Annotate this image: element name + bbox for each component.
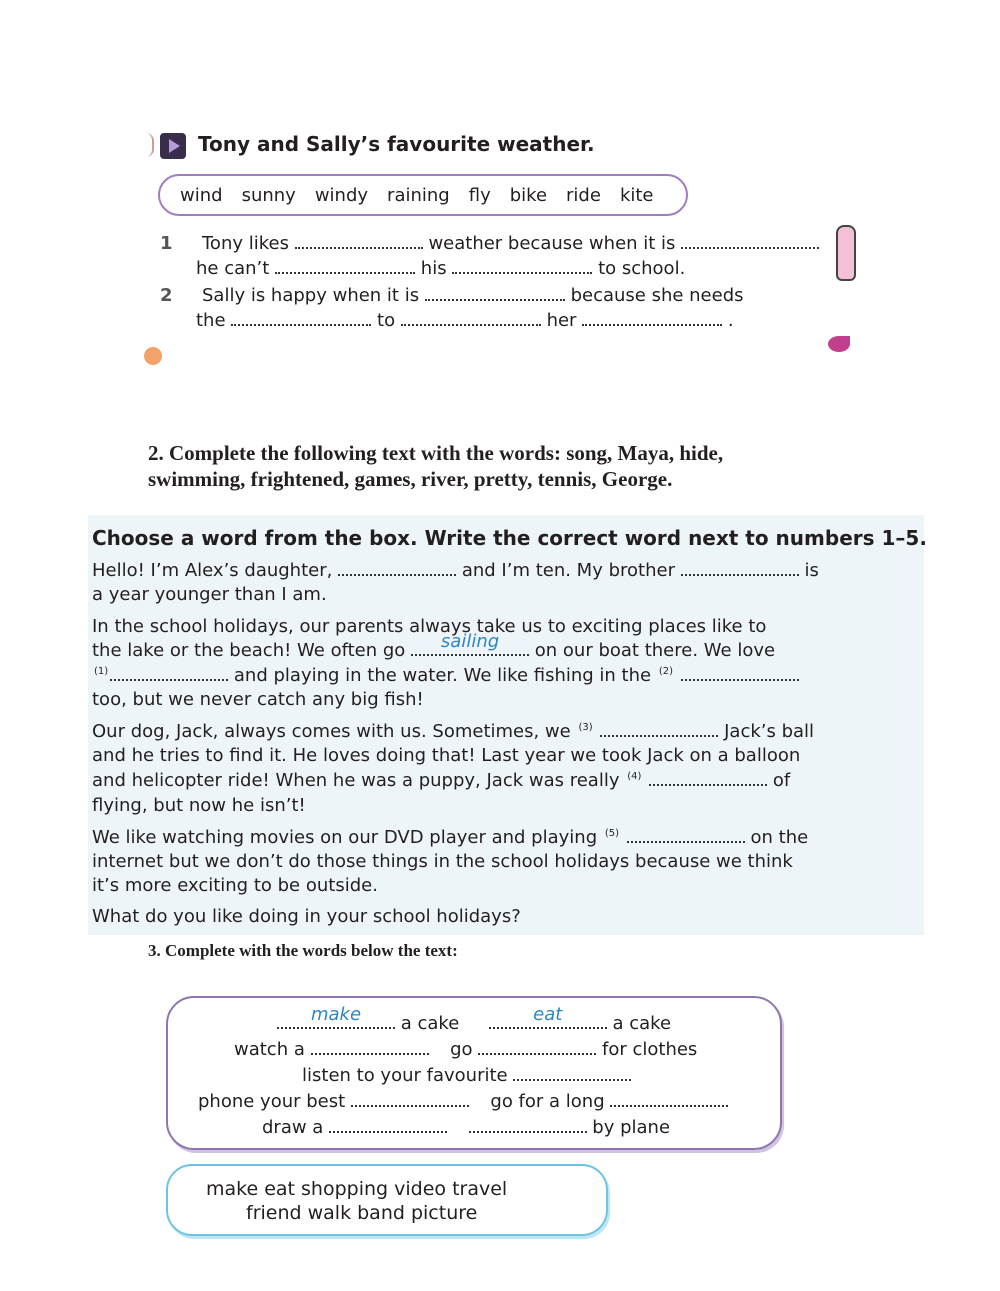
example-answer: make (310, 1004, 362, 1025)
shoe-illustration (836, 225, 856, 281)
text: on the (750, 827, 809, 848)
answer-blank[interactable] (600, 721, 718, 737)
text: for clothes (602, 1039, 698, 1060)
item-2-line-1 (160, 285, 744, 306)
answer-blank[interactable] (275, 258, 415, 274)
word-bank-line: make eat shopping video travel (206, 1178, 508, 1200)
panel-line: internet but we don’t do those things in the school holidays because we think (92, 851, 793, 872)
item-2-line-2 (196, 310, 734, 331)
panel-line: What do you like doing in your school holidays? (92, 906, 521, 927)
answer-blank[interactable] (452, 258, 592, 274)
phrase-line (302, 1065, 631, 1086)
answer-blank[interactable] (401, 310, 541, 326)
section1-title: Tony and Sally’s favourite weather. (198, 132, 595, 156)
text: draw a (262, 1117, 324, 1138)
word-bank-item: wind (180, 184, 223, 206)
section3-title: 3. Complete with the words below the text: (148, 941, 458, 960)
text: . (727, 310, 734, 331)
answer-blank[interactable] (582, 310, 722, 326)
panel-line (92, 770, 790, 791)
phrase-line (198, 1091, 728, 1112)
text: Hello! I’m Alex’s daughter, (92, 560, 333, 581)
panel-line (92, 721, 814, 742)
text: listen to your favourite (302, 1065, 508, 1086)
phrase-line (234, 1039, 697, 1060)
blank-number: (5) (604, 828, 620, 839)
panel-line: a year younger than I am. (92, 584, 327, 605)
answer-blank[interactable] (610, 1091, 728, 1107)
decorative-dot (144, 347, 162, 365)
text: on our boat there. We love (534, 640, 776, 661)
blank-number: (2) (658, 666, 674, 677)
answer-blank[interactable] (425, 285, 565, 301)
answer-blank[interactable] (469, 1117, 587, 1133)
word-bank-item: ride (566, 184, 601, 206)
text: go (450, 1039, 473, 1060)
blank-number: (3) (578, 722, 593, 733)
blank-number: (4) (627, 771, 642, 782)
text: Jack’s ball (724, 721, 815, 742)
panel-line (92, 560, 819, 581)
text: by plane (592, 1117, 671, 1138)
panel-line: flying, but now he isn’t! (92, 795, 306, 816)
text: the lake or the beach! We often go (92, 640, 406, 661)
text: to school. (598, 258, 686, 279)
text: weather because when it is (428, 233, 676, 254)
word-box (158, 174, 688, 216)
item-number: 1 (160, 233, 173, 254)
panel-line (92, 827, 808, 848)
answer-blank[interactable] (351, 1091, 469, 1107)
text: and helicopter ride! When he was a puppy, Jack was really (92, 770, 620, 791)
example-answer-blank (277, 1004, 395, 1029)
text: the (196, 310, 226, 331)
word-bank-item: fly (468, 184, 491, 206)
text: to (377, 310, 396, 331)
answer-blank[interactable] (681, 233, 819, 249)
answer-blank[interactable] (110, 665, 228, 681)
text: Tony likes (202, 233, 289, 254)
text: is (804, 560, 819, 581)
item-1-line-1 (160, 233, 819, 254)
panel-line (92, 665, 799, 686)
phrase-line (262, 1117, 670, 1138)
text: Sally is happy when it is (202, 285, 420, 306)
play-icon[interactable] (160, 133, 186, 159)
word-bank-item: raining (387, 184, 450, 206)
item-1-line-2 (196, 258, 685, 279)
panel-line: and he tries to find it. He loves doing that! Last year we took Jack on a balloon (92, 745, 801, 766)
blank-number: (1) (94, 666, 109, 677)
panel-line: In the school holidays, our parents always take us to exciting places like to (92, 616, 767, 637)
example-answer: eat (533, 1004, 563, 1025)
text: watch a (234, 1039, 305, 1060)
answer-blank[interactable] (681, 560, 799, 576)
text: We like watching movies on our DVD player and playing (92, 827, 598, 848)
text: go for a long (490, 1091, 605, 1112)
phrase-line (277, 1004, 672, 1034)
text: of (772, 770, 791, 791)
example-answer-blank (489, 1004, 607, 1029)
panel-line: it’s more exciting to be outside. (92, 875, 378, 896)
fish-illustration (828, 336, 850, 352)
answer-blank[interactable] (681, 665, 799, 681)
text: and playing in the water. We like fishing in the (233, 665, 652, 686)
panel-line: too, but we never catch any big fish! (92, 689, 424, 710)
answer-blank[interactable] (478, 1039, 596, 1055)
text: phone your best (198, 1091, 346, 1112)
text: he can’t (196, 258, 270, 279)
text: his (420, 258, 447, 279)
text: a cake (400, 1013, 460, 1034)
decorative-bracket (146, 133, 154, 157)
section2-heading (148, 440, 723, 492)
panel-instruction: Choose a word from the box. Write the correct word next to numbers 1–5. (92, 526, 927, 550)
item-number: 2 (160, 285, 173, 306)
word-bank-item: kite (619, 184, 654, 206)
heading-line: 2. Complete the following text with the words: song, Maya, hide, (148, 441, 724, 465)
answer-blank[interactable] (295, 233, 423, 249)
word-bank-item: windy (314, 184, 369, 206)
answer-blank[interactable] (311, 1039, 429, 1055)
text: Our dog, Jack, always comes with us. Sometimes, we (92, 721, 571, 742)
text: and I’m ten. My brother (461, 560, 675, 581)
word-bank-item: bike (509, 184, 548, 206)
panel-line (92, 631, 776, 661)
answer-blank[interactable] (649, 770, 767, 786)
example-answer-blank (411, 631, 529, 656)
example-answer: sailing (440, 631, 500, 652)
word-bank-box (166, 1164, 608, 1236)
answer-blank[interactable] (329, 1117, 447, 1133)
text: a cake (612, 1013, 672, 1034)
text: because she needs (570, 285, 744, 306)
answer-blank[interactable] (627, 827, 745, 843)
answer-blank[interactable] (513, 1065, 631, 1081)
answer-blank[interactable] (231, 310, 371, 326)
heading-line: swimming, frightened, games, river, pretty, tennis, George. (148, 467, 673, 491)
word-bank-line: friend walk band picture (246, 1202, 478, 1224)
word-bank-item: sunny (241, 184, 296, 206)
text: her (546, 310, 577, 331)
answer-blank[interactable] (338, 560, 456, 576)
